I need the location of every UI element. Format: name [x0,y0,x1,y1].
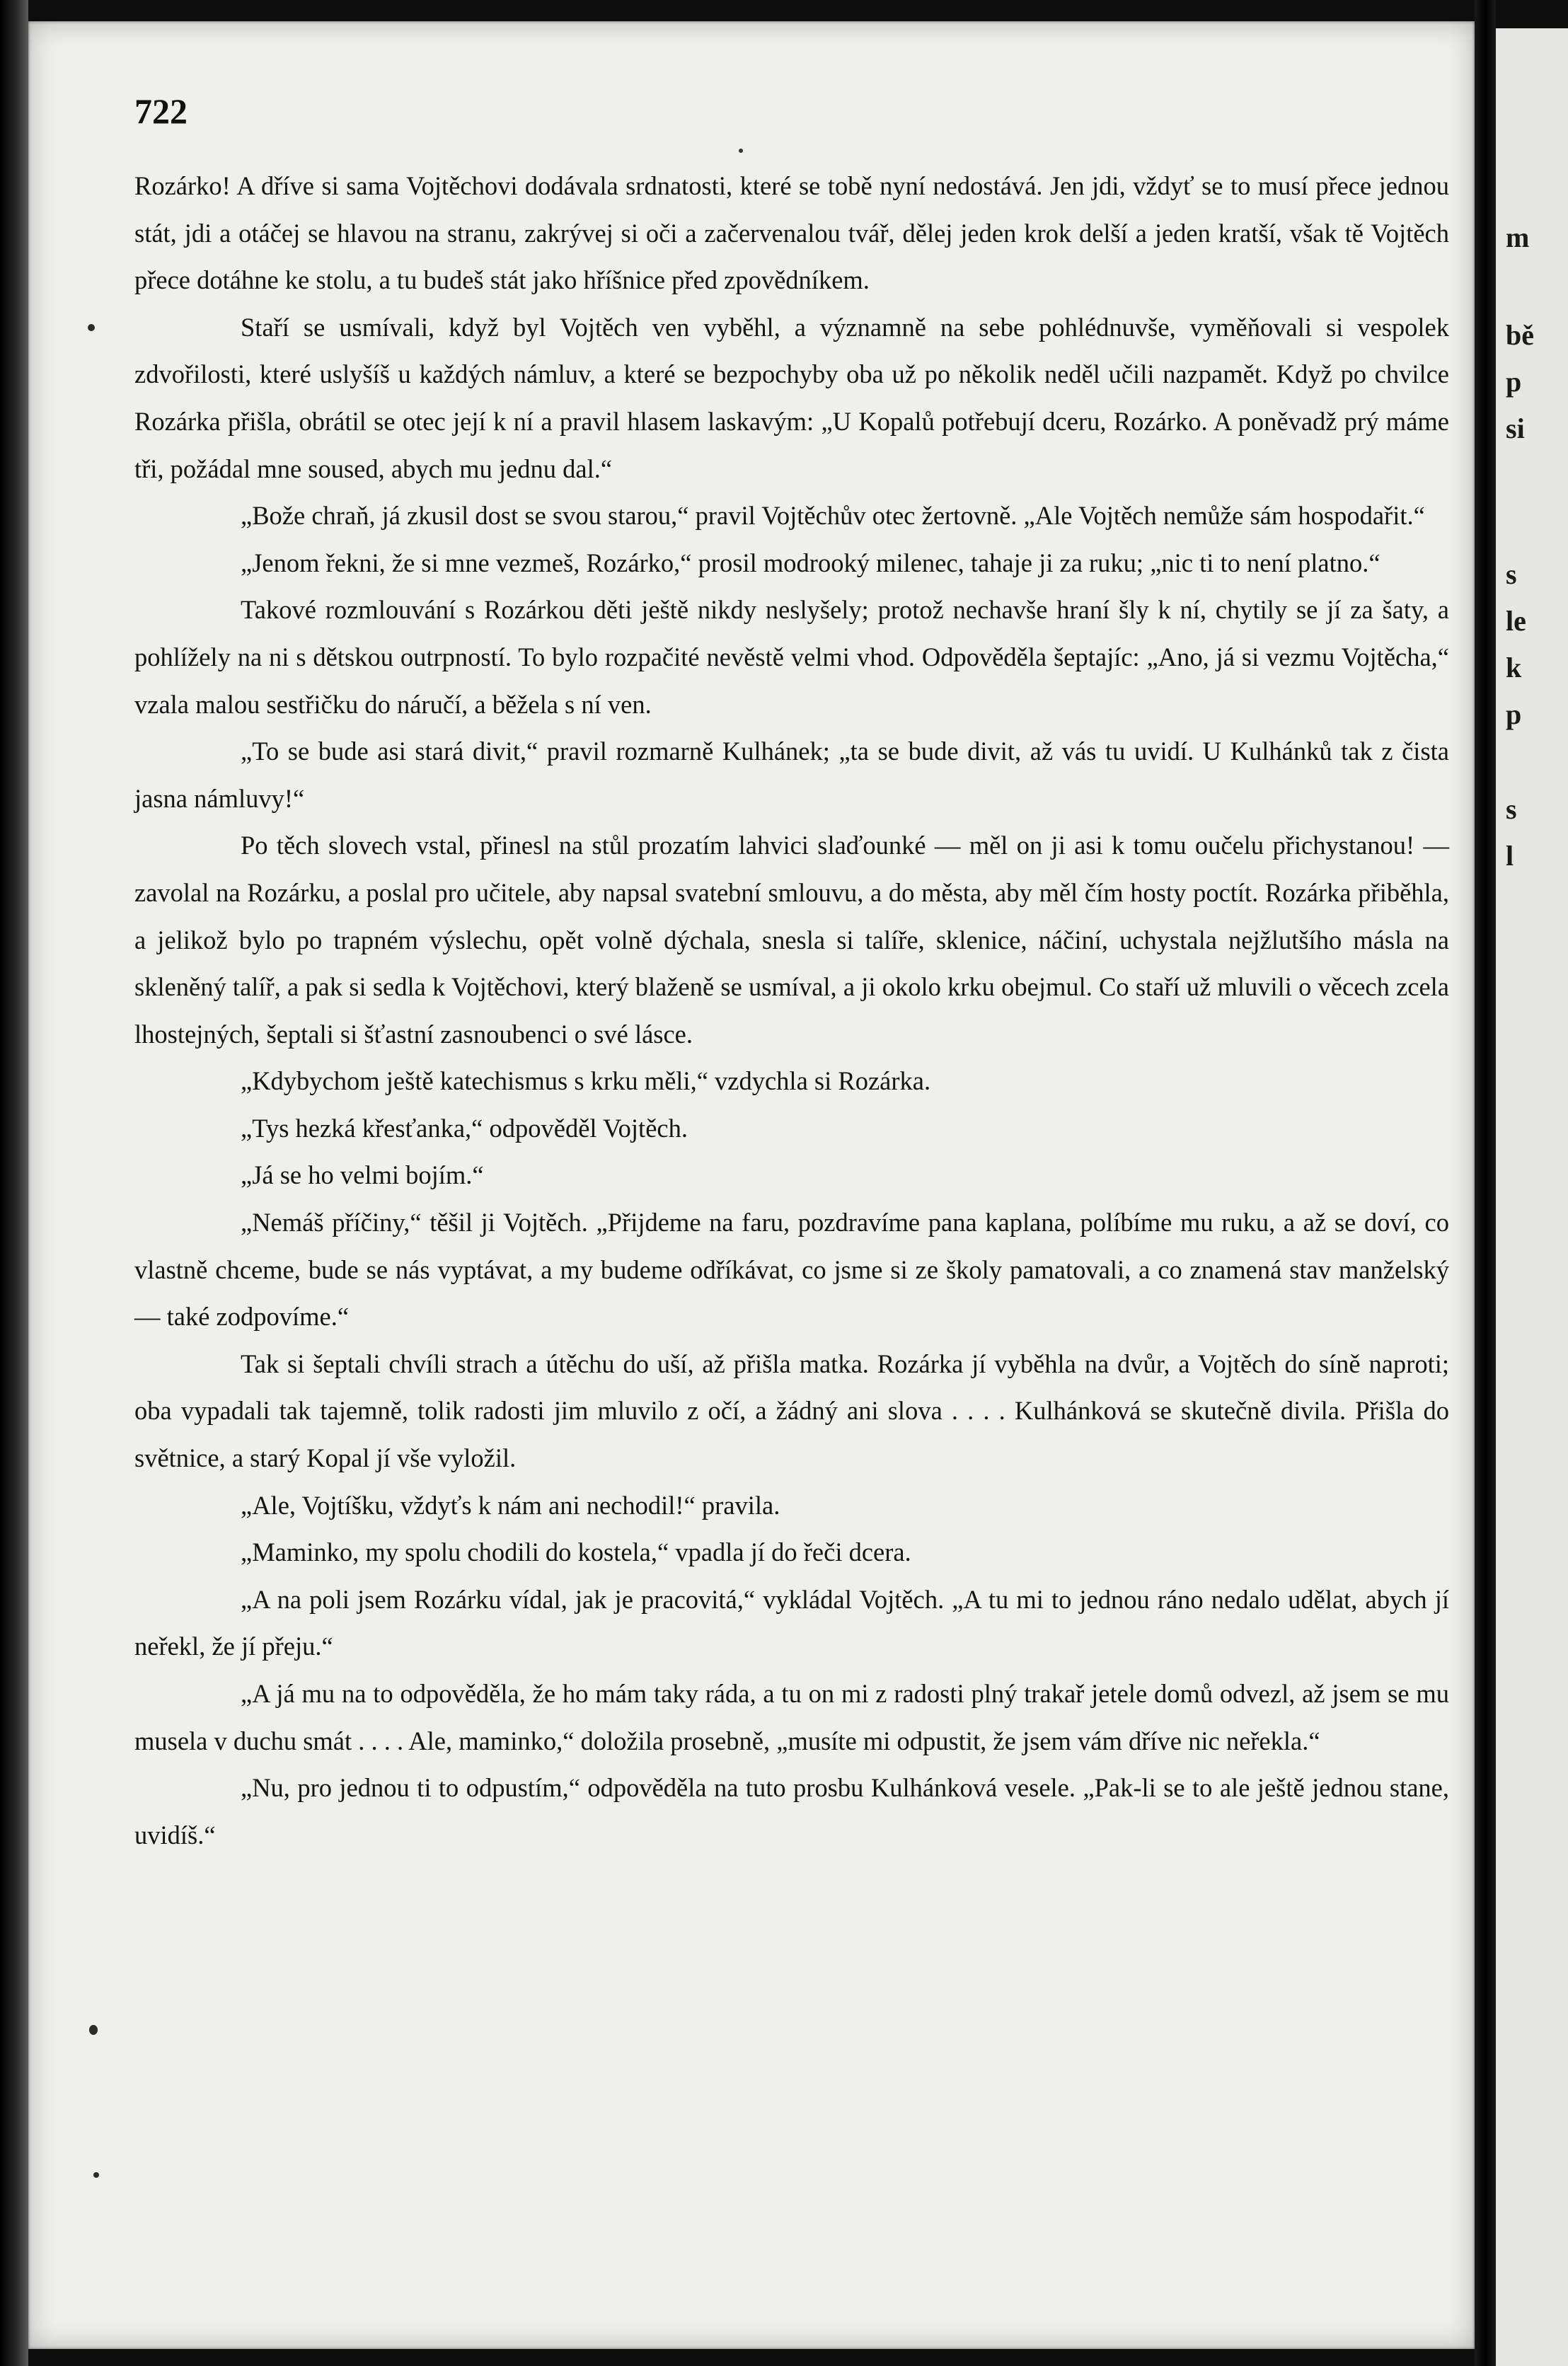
next-page-fragment: bě [1506,319,1534,351]
paragraph: „Nemáš příčiny,“ těšil ji Vojtěch. „Přijdeme na faru, pozdravíme pana kaplana, políbíme mu ruku, a až se doví, co vlastně chceme, bude se nás vyptávat, a my budeme odříkávat, co jsme si ze školy pamatovali, a co znamená stav manželský — také zodpovíme.“ [134,1208,1449,1332]
paragraph: „Ale, Vojtíšku, vždyťs k nám ani nechodil!“ pravila. [241,1490,780,1520]
next-page-fragment: p [1506,698,1522,730]
next-page-fragment: m [1506,221,1530,253]
paragraph: Rozárko! A dříve si sama Vojtěchovi dodávala srdnatosti, které se tobě nyní nedostává. Jen jdi, vždyť se to musí přece jednou stát, jdi a otáčej se hlavou na stranu, zakrývej si oči a začervenalou tvář, dělej jeden krok delší a jeden kratší, však tě Vojtěch přece dotáhne ke stolu, a tu budeš stát jako hříšnice před zpovědníkem. [134,171,1449,295]
paragraph: „Jenom řekni, že si mne vezmeš, Rozárko,“ prosil modrooký milenec, tahaje ji za ruku; „nic ti to není platno.“ [241,548,1380,577]
paragraph: „To se bude asi stará divit,“ pravil rozmarně Kulhánek; „ta se bude divit, až vás tu uvidí. U Kulhánků tak z čista jasna námluvy!“ [134,737,1449,813]
paragraph: „Maminko, my spolu chodili do kostela,“ vpadla jí do řeči dcera. [241,1537,911,1567]
paragraph: „Já se ho velmi bojím.“ [241,1160,484,1190]
next-page-fragment: l [1506,840,1514,872]
ink-speck [88,324,95,331]
paragraph: „Nu, pro jednou ti to odpustím,“ odpověděla na tuto prosbu Kulhánková vesele. „Pak-li se to ale ještě jednou stane, uvidíš.“ [134,1773,1449,1849]
ink-speck [89,2025,98,2035]
paragraph: Takové rozmlouvání s Rozárkou děti ještě nikdy neslyšely; protož nechavše hraní šly k ní, chytily se jí za šaty, a pohlížely na ni s dětskou outrpností. To bylo rozpačité nevěstě velmi vhod. Odpověděla šeptajíc: „Ano, já si vezmu Vojtěcha,“ vzala malou sestřičku do náručí, a běžela s ní ven. [134,595,1449,719]
paragraph: „Tys hezká křesťanka,“ odpověděl Vojtěch. [241,1113,688,1143]
paragraph: Po těch slovech vstal, přinesl na stůl prozatím lahvici slaďounké — měl on ji asi k tomu oučelu přichystanou! — zavolal na Rozárku, a poslal pro učitele, aby napsal svatební smlouvu, a do města, aby měl čím hosty poctít. Rozárka přiběhla, a jelikož bylo po trapném výslechu, opět volně dýchala, snesla si talíře, sklenice, náčiní, uchystala nejžlutšího másla na skleněný talíř, a pak si sedla k Vojtěchovi, který blaženě se usmíval, a ji okolo krku obejmul. Co staří už mluvili o věcech zcela lhostejných, šeptali si šťastní zasnoubenci o své lásce. [134,831,1449,1049]
paragraph: „Bože chraň, já zkusil dost se svou starou,“ pravil Vojtěchův otec žertovně. „Ale Vojtěch nemůže sám hospodařit.“ [241,501,1425,531]
next-page-fragment: le [1506,605,1526,637]
next-page-fragment: si [1506,412,1525,444]
ink-speck [93,2172,99,2178]
paragraph: Staří se usmívali, když byl Vojtěch ven vyběhl, a významně na sebe pohlédnuvše, vyměňovali si vespolek zdvořilosti, které uslyšíš u každých námluv, a které se bezpochyby oba už po několik neděl učili nazpamět. Když po chvilce Rozárka přišla, obrátil se otec její k ní a pravil hlasem laskavým: „U Kopalů potřebují dceru, Rozárko. A poněvadž prý máme tři, požádal mne soused, abych mu jednu dal.“ [134,312,1449,483]
paragraph: Tak si šeptali chvíli strach a útěchu do uší, až přišla matka. Rozárka jí vyběhla na dvůr, a Vojtěch do síně naproti; oba vypadali tak tajemně, tolik radosti jim mluvilo z očí, a žádný ani slova . . . . Kulhánková se skutečně divila. Přišla do světnice, a starý Kopal jí vše vyložil. [134,1349,1449,1473]
next-page-fragment: s [1506,558,1517,590]
next-page-edge [1496,28,1568,2366]
next-page-fragment: s [1506,793,1517,825]
page-gutter [1475,0,1496,2366]
next-page-fragment: k [1506,652,1522,683]
ink-speck [739,149,743,153]
next-page-fragment: p [1506,366,1522,398]
page-number: 722 [134,91,188,131]
binding-shadow [0,0,28,2366]
page-body-text [134,163,1449,1859]
paragraph: „A já mu na to odpověděla, že ho mám taky ráda, a tu on mi z radosti plný trakař jetele domů odvezl, až jsem se mu musela v duchu smát . . . . Ale, maminko,“ doložila prosebně, „musíte mi odpustit, že jsem vám dříve nic neřekla.“ [134,1679,1449,1755]
paragraph: „Kdybychom ještě katechismus s krku měli,“ vzdychla si Rozárka. [241,1066,931,1096]
paragraph: „A na poli jsem Rozárku vídal, jak je pracovitá,“ vykládal Vojtěch. „A tu mi to jednou ráno nedalo udělat, abych jí neřekl, že jí přeju.“ [134,1584,1449,1661]
